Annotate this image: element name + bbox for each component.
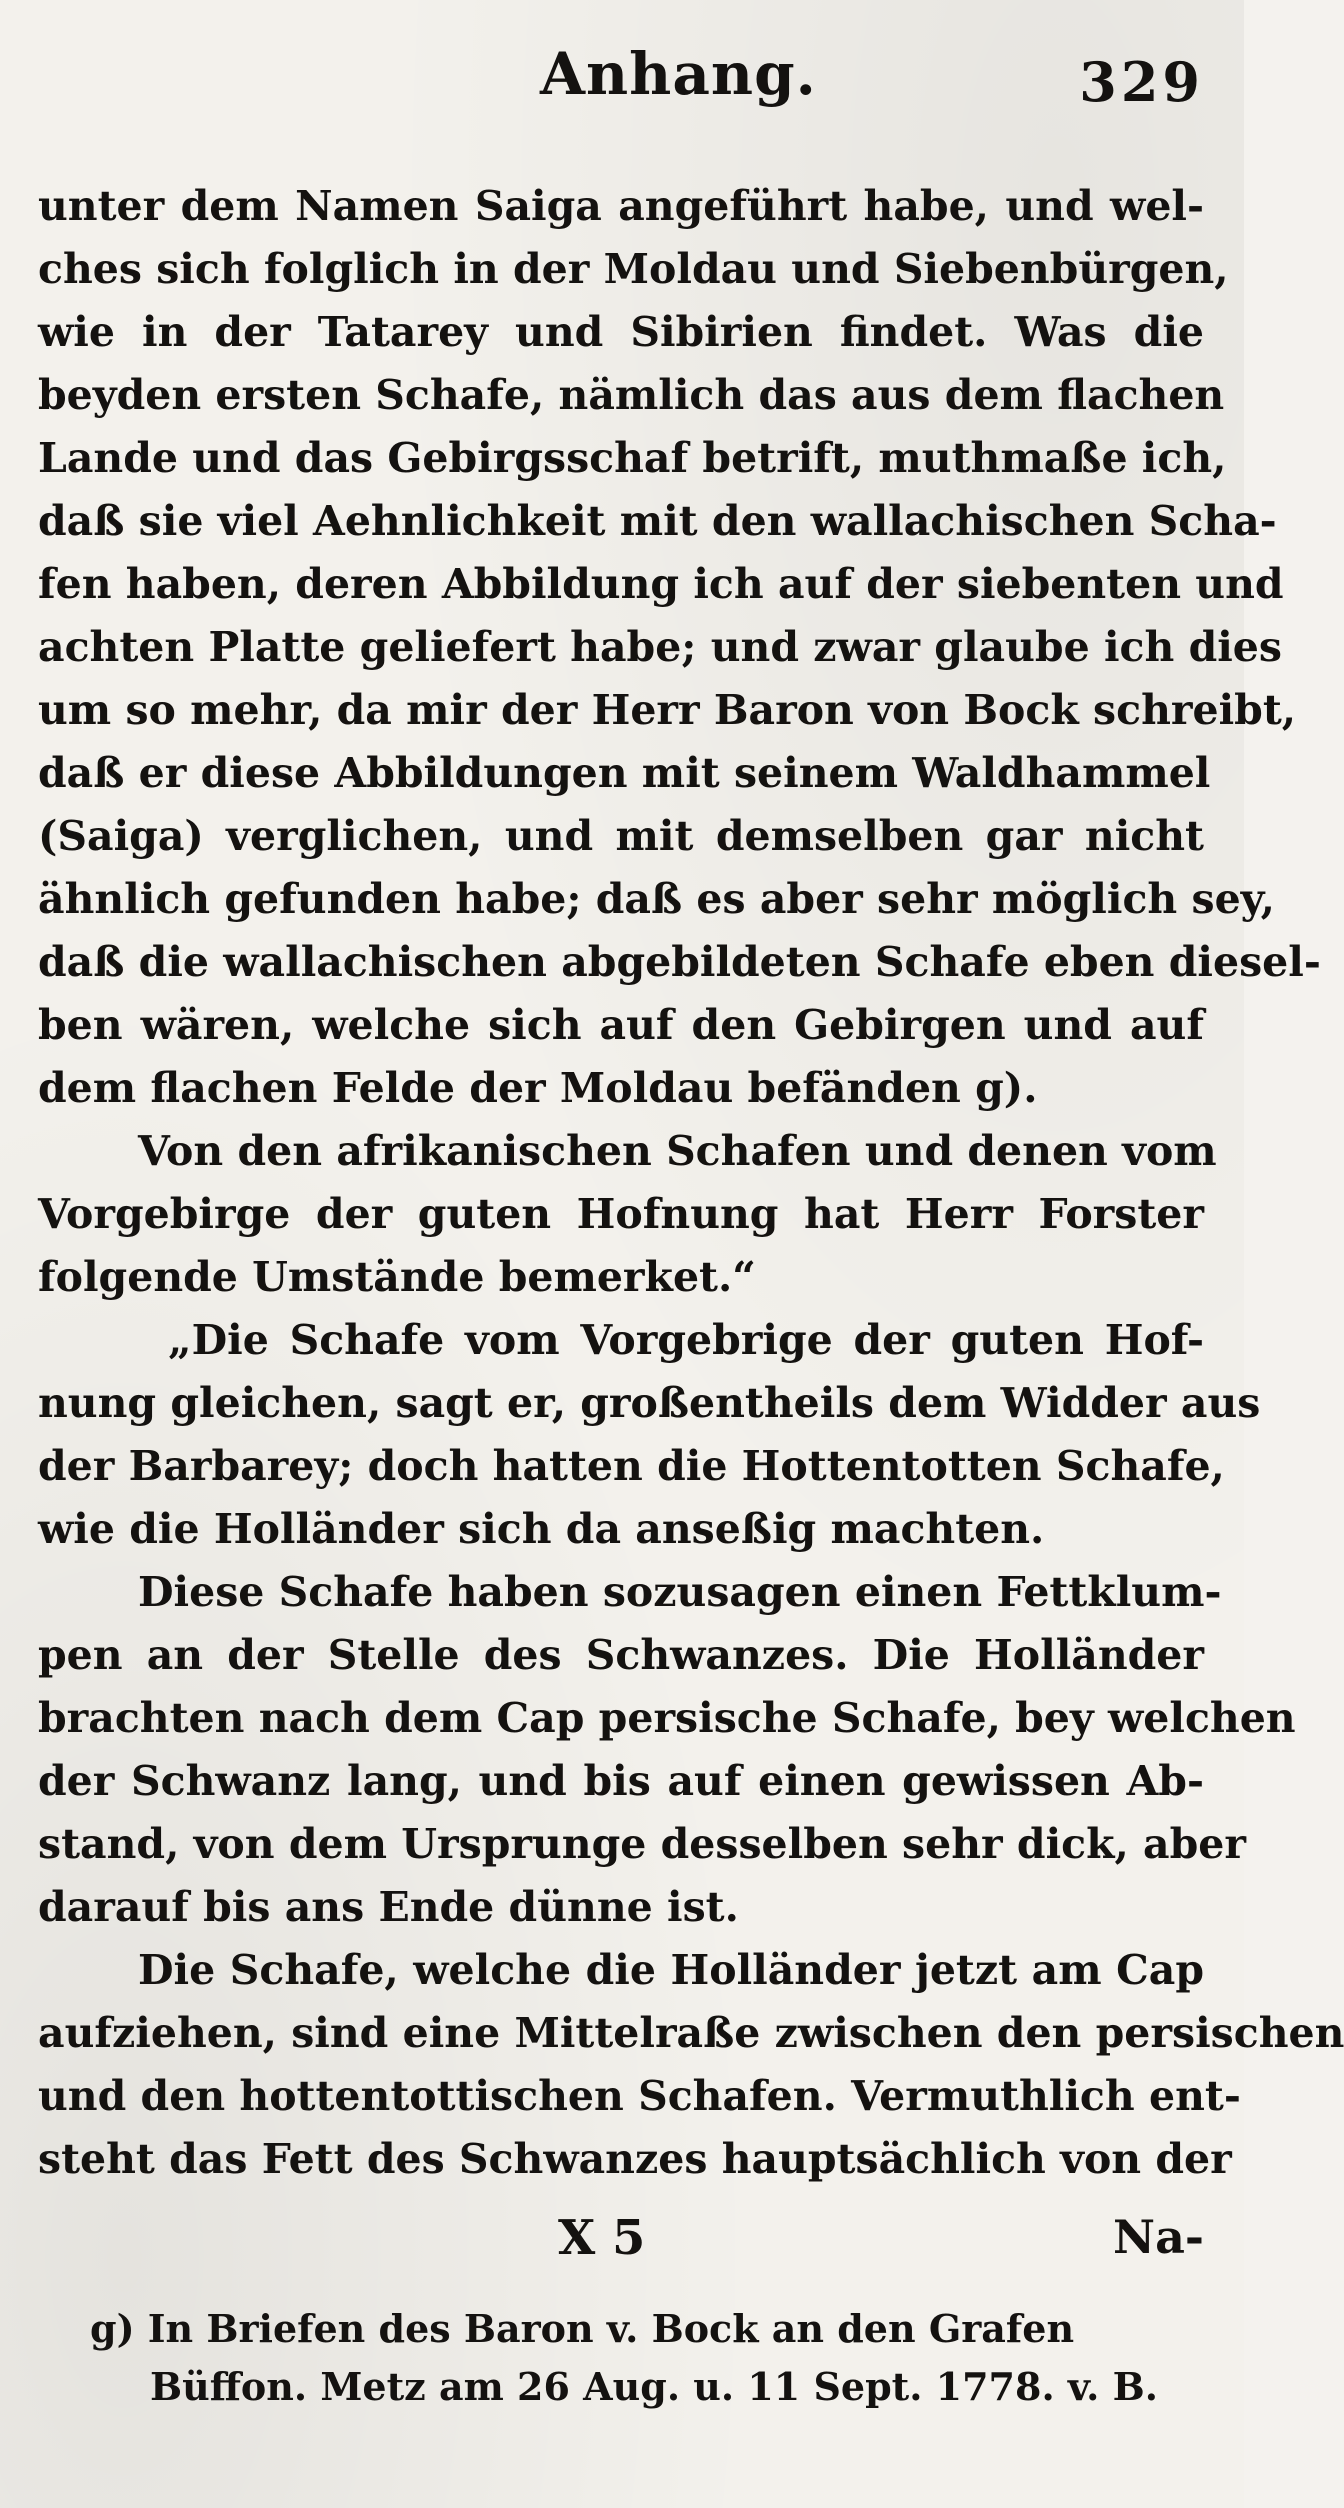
text-line: wie in der Tatarey und Sibirien findet. Was die	[38, 308, 1204, 356]
running-head: Anhang.	[540, 40, 817, 108]
text-line: beyden ersten Schafe, nämlich das aus dem flachen	[38, 371, 1225, 419]
text-line: „Die Schafe vom Vorgebrige der guten Hof-	[168, 1316, 1204, 1364]
signature-mark: X 5	[558, 2210, 646, 2266]
text-line: der Barbarey; doch hatten die Hottentotten Schafe,	[38, 1442, 1225, 1490]
text-line: dem flachen Felde der Moldau befänden g).	[38, 1064, 1038, 1112]
page-header	[40, 40, 1204, 140]
text-line: Lande und das Gebirgsschaf betrift, muthmaße ich,	[38, 434, 1227, 482]
text-line: fen haben, deren Abbildung ich auf der siebenten und	[38, 560, 1284, 608]
text-line: wie die Holländer sich da anseßig machten.	[38, 1505, 1045, 1553]
footnote	[90, 2300, 1204, 2416]
text-line: daß er diese Abbildungen mit seinem Waldhammel	[38, 749, 1211, 797]
text-line: Vorgebirge der guten Hofnung hat Herr Forster	[38, 1190, 1204, 1238]
text-line: Von den afrikanischen Schafen und denen vom	[138, 1127, 1217, 1175]
text-line: Diese Schafe haben sozusagen einen Fettklum-	[138, 1568, 1222, 1616]
catchword: Na-	[1113, 2210, 1204, 2264]
text-line: pen an der Stelle des Schwanzes. Die Holländer	[38, 1631, 1204, 1679]
text-line: aufziehen, sind eine Mittelraße zwischen den persischen	[38, 2009, 1344, 2057]
text-line: (Saiga) verglichen, und mit demselben gar nicht	[38, 812, 1204, 860]
text-line: daß die wallachischen abgebildeten Schafe eben diesel-	[38, 938, 1321, 986]
text-line: ähnlich gefunden habe; daß es aber sehr möglich sey,	[38, 875, 1275, 923]
text-line: nung gleichen, sagt er, großentheils dem Widder aus	[38, 1379, 1261, 1427]
text-line: ches sich folglich in der Moldau und Siebenbürgen,	[38, 245, 1229, 293]
text-line: steht das Fett des Schwanzes hauptsächlich von der	[38, 2135, 1232, 2183]
page-footer	[38, 2210, 1204, 2290]
text-line: Die Schafe, welche die Holländer jetzt am Cap	[138, 1946, 1204, 1994]
text-line: der Schwanz lang, und bis auf einen gewissen Ab-	[38, 1757, 1204, 1805]
text-line: stand, von dem Ursprunge desselben sehr dick, aber	[38, 1820, 1246, 1868]
page-number: 329	[1079, 50, 1204, 114]
text-line: daß sie viel Aehnlichkeit mit den wallachischen Scha-	[38, 497, 1277, 545]
footnote-line: Büffon. Metz am 26 Aug. u. 11 Sept. 1778. v. B.	[150, 2364, 1158, 2409]
text-line: folgende Umstände bemerket.“	[38, 1253, 756, 1301]
text-line: brachten nach dem Cap persische Schafe, bey welchen	[38, 1694, 1296, 1742]
text-line: und den hottentottischen Schafen. Vermuthlich ent-	[38, 2072, 1241, 2120]
footnote-line: g) In Briefen des Baron v. Bock an den Grafen	[90, 2306, 1075, 2351]
text-line: um so mehr, da mir der Herr Baron von Bock schreibt,	[38, 686, 1297, 734]
text-line: achten Platte geliefert habe; und zwar glaube ich dies	[38, 623, 1282, 671]
text-line: ben wären, welche sich auf den Gebirgen und auf	[38, 1001, 1204, 1049]
text-line: unter dem Namen Saiga angeführt habe, und wel-	[38, 182, 1204, 230]
text-line: darauf bis ans Ende dünne ist.	[38, 1883, 739, 1931]
body-text	[38, 175, 1344, 2191]
